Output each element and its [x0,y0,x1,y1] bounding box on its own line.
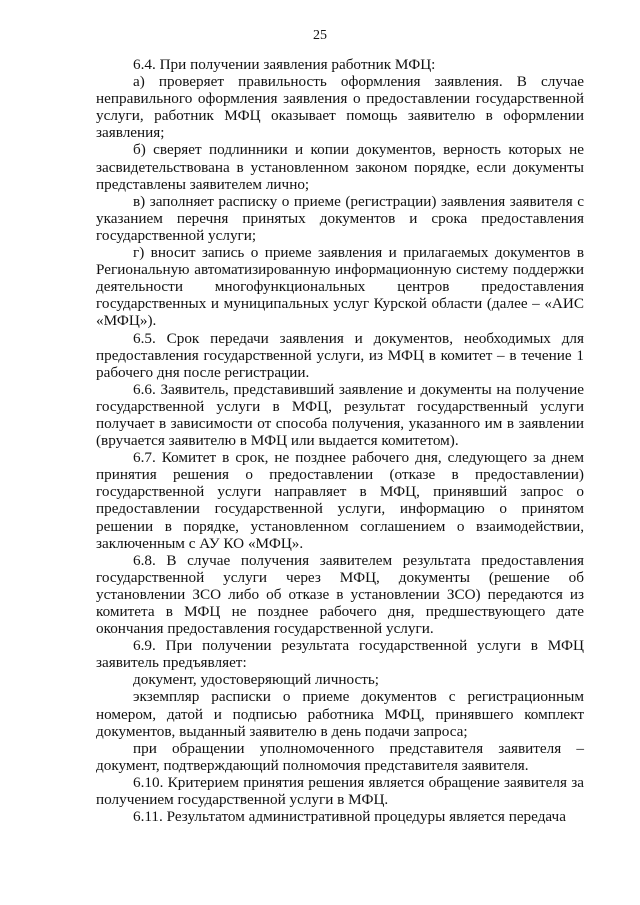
paragraph-6-4-g: г) вносит запись о приеме заявления и прилагаемых документов в Региональную автоматизированную информационную систему поддержки деятельности многофункциональных центров предоставления государственных и муниципальных услуг Курской области (далее – «АИС «МФЦ»). [96,244,584,330]
paragraph-6-4-a: а) проверяет правильность оформления заявления. В случае неправильного оформления заявления о предоставлении государственной услуги, работник МФЦ оказывает помощь заявителю в оформлении заявления; [96,73,584,142]
paragraph-6-9-item-1: документ, удостоверяющий личность; [133,671,380,689]
paragraph-6-10: 6.10. Критерием принятия решения является обращение заявителя за получением государственной услуги в МФЦ. [96,773,584,809]
page-number: 25 [313,28,327,43]
document-body [96,56,584,825]
paragraph-6-5: 6.5. Срок передачи заявления и документов, необходимых для предоставления государственной услуги, из МФЦ в комитет – в течение 1 рабочего дня после регистрации. [96,329,584,381]
paragraph-6-4-v: в) заполняет расписку о приеме (регистрации) заявления заявителя с указанием перечня принятых документов и срока предоставления государственной услуги; [96,192,584,244]
paragraph-6-6: 6.6. Заявитель, представивший заявление и документы на получение государственной услуги в МФЦ, результат государственный услуги получает в зависимости от способа получения, указанного им в заявлении (вручается заявителю в МФЦ или выдается комитетом). [96,380,584,450]
paragraph-6-9-item-3: при обращении уполномоченного представителя заявителя – документ, подтверждающий полномочия представителя заявителя. [96,739,584,774]
paragraph-6-9-item-2: экземпляр расписки о приеме документов с регистрационным номером, датой и подписью работника МФЦ, принявшего комплект документов, выданный заявителю в день подачи запроса; [96,688,584,740]
paragraph-6-7: 6.7. Комитет в срок, не позднее рабочего дня, следующего за днем принятия решения о предоставлении (отказе в предоставлении) государственной услуги направляет в МФЦ, принявший запрос о предоставлении государственной услуги, информацию о принятом решении в порядке, установленном соглашением о взаимодействии, заключенным с АУ КО «МФЦ». [96,449,584,552]
paragraph-6-11: 6.11. Результатом административной процедуры является передача [133,808,566,826]
paragraph-6-8: 6.8. В случае получения заявителем результата предоставления государственной услуги через МФЦ, документы (решение об установлении ЗСО либо об отказе в установлении ЗСО) передаются из комитета в МФЦ не позднее рабочего дня, предшествующего дате окончания предоставления государственной услуги. [96,551,584,638]
paragraph-6-4: 6.4. При получении заявления работник МФЦ: [133,56,436,73]
paragraph-6-9: 6.9. При получении результата государственной услуги в МФЦ заявитель предъявляет: [96,637,584,672]
paragraph-6-4-b: б) сверяет подлинники и копии документов, верность которых не засвидетельствована в установленном законом порядке, если документы представлены заявителем лично; [96,141,584,193]
